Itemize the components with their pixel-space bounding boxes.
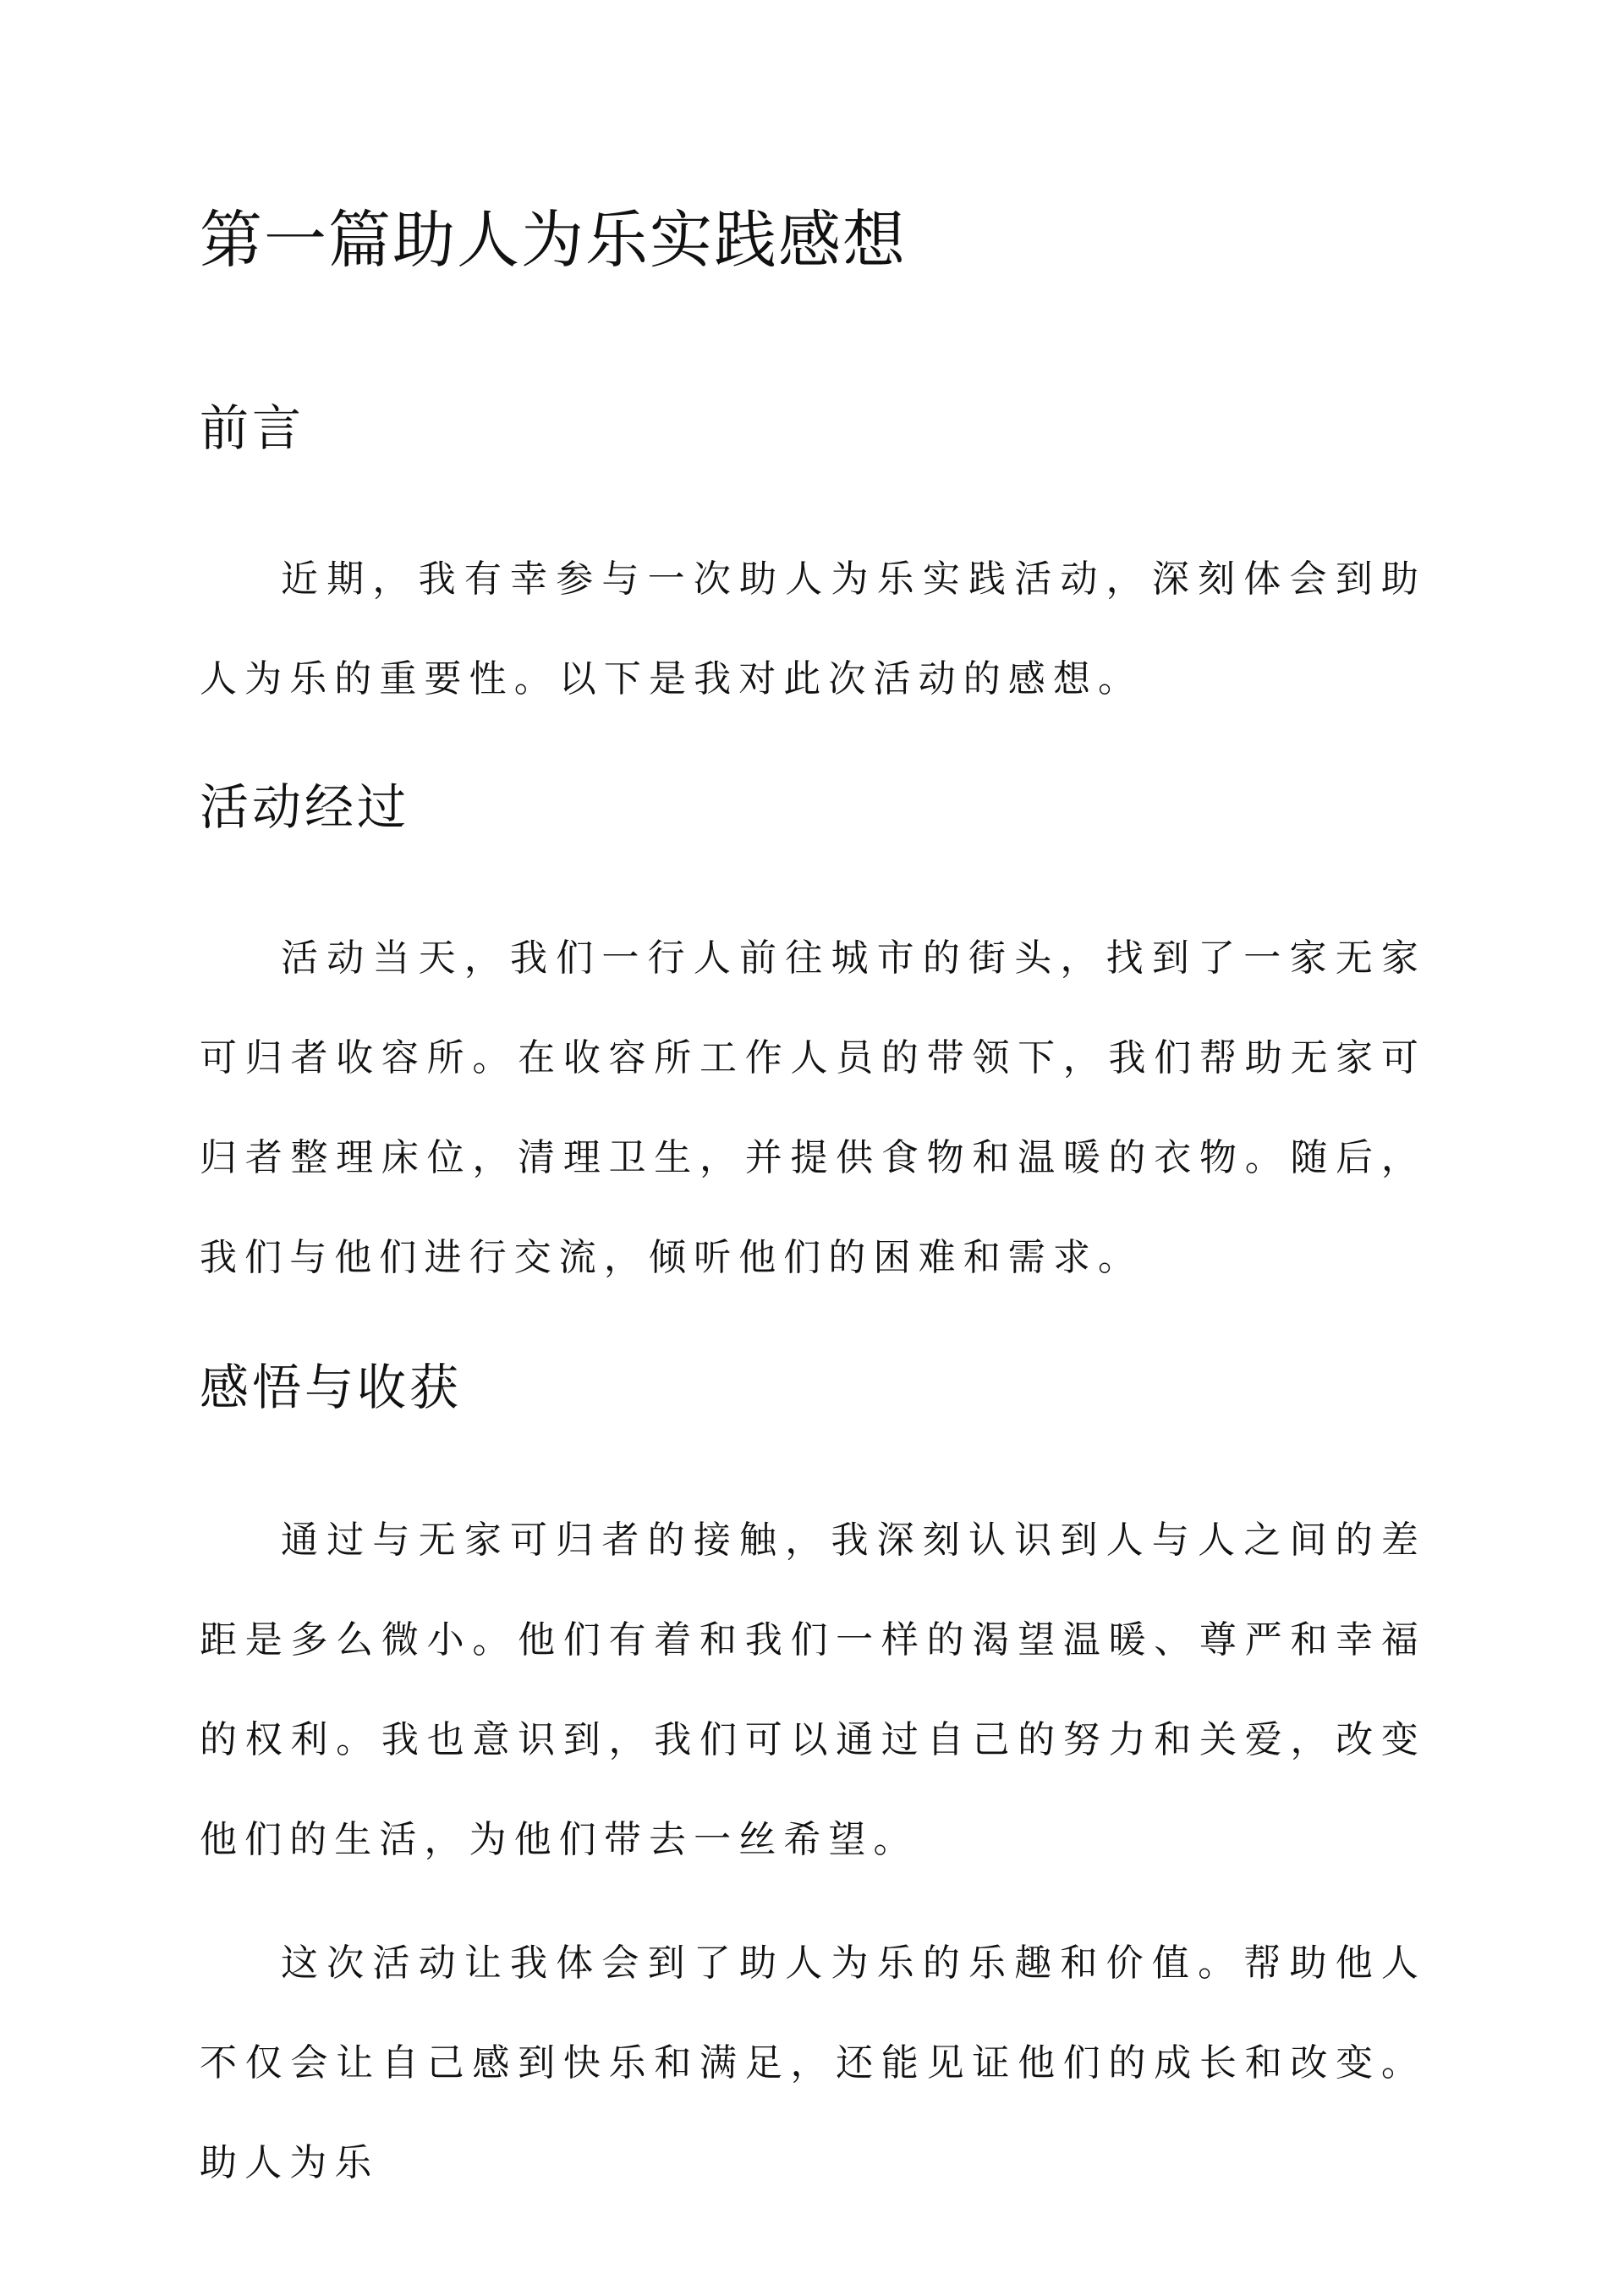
paragraph-preface: 近期，我有幸参与一次助人为乐实践活动，深刻体会到助人为乐的重要性。以下是我对此次活动的感想。	[200, 558, 1426, 700]
document-title: 第一篇助人为乐实践感想	[200, 204, 907, 277]
paragraph-reflection-1: 通过与无家可归者的接触，我深刻认识到人与人之间的差距是多么微小。他们有着和我们一样的渴望温暖、尊严和幸福的权利。我也意识到，我们可以通过自己的努力和关爱，改变他们的生活，为他们带去一丝希望。	[200, 1519, 1426, 1861]
paragraph-activity: 活动当天，我们一行人前往城市的街头，找到了一家无家可归者收容所。在收容所工作人员的带领下，我们帮助无家可归者整理床位，清理卫生，并提供食物和温暖的衣物。随后，我们与他们进行交流，倾听他们的困难和需求。	[200, 937, 1426, 1279]
section-heading-reflection: 感悟与收获	[200, 1359, 463, 1416]
paragraph-reflection-2: 这次活动让我体会到了助人为乐的乐趣和价值。帮助他人不仅会让自己感到快乐和满足，还能见证他们的成长和改变。助人为乐	[200, 1942, 1426, 2184]
section-heading-preface: 前言	[200, 399, 305, 457]
section-heading-activity: 活动经过	[200, 778, 410, 836]
